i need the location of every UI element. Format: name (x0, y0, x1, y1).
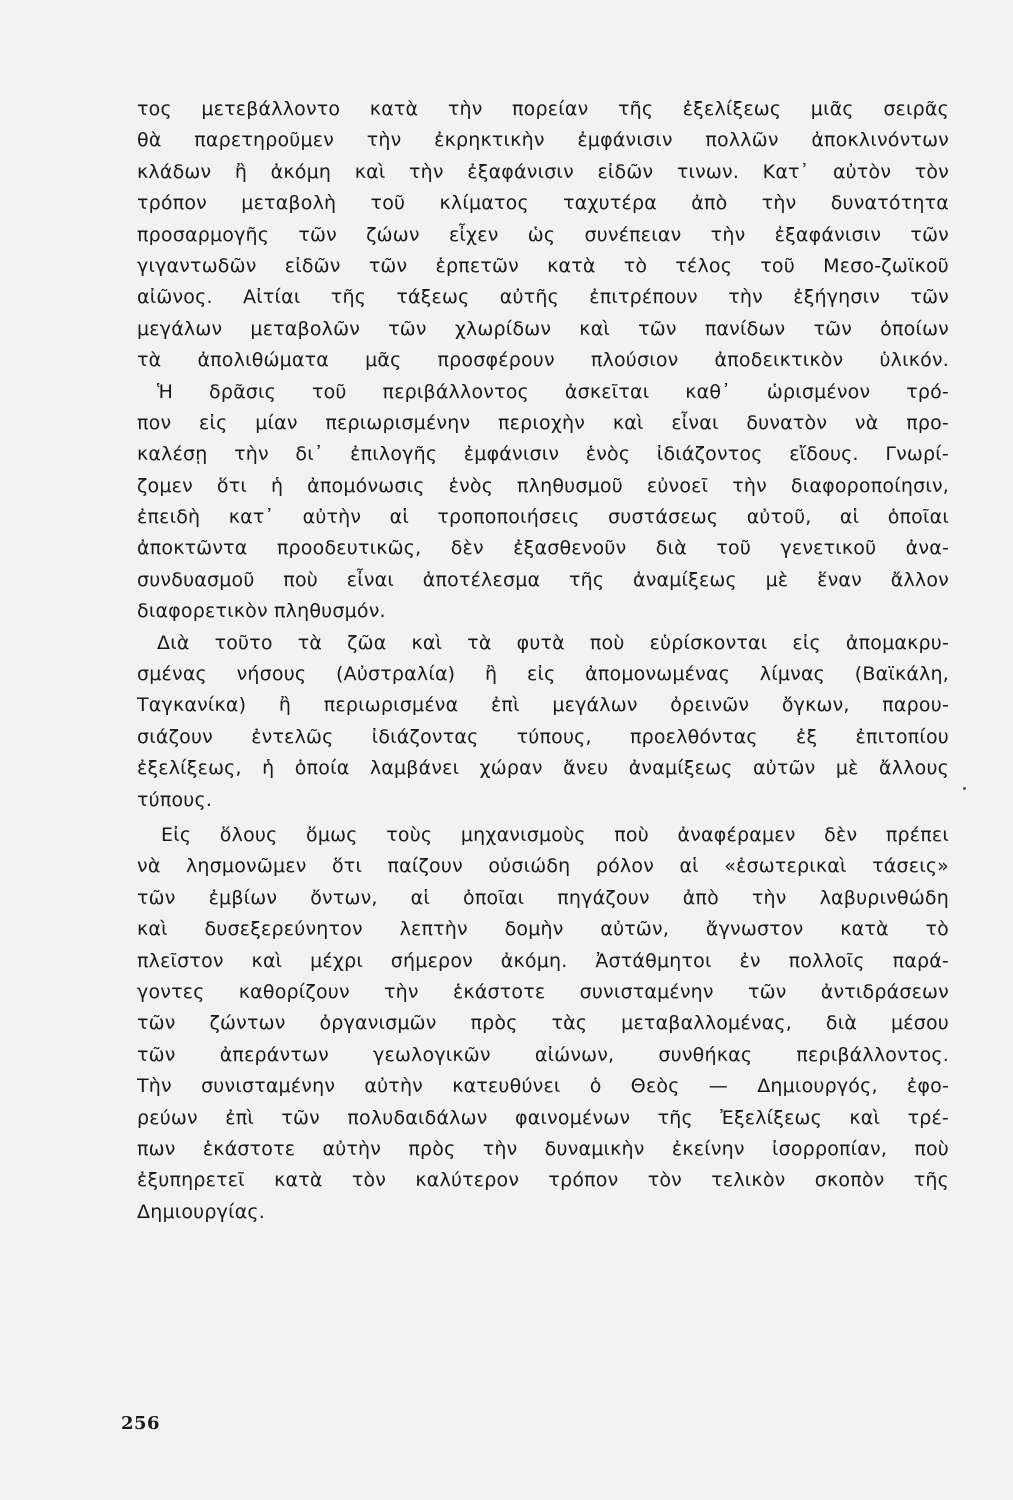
body-text (137, 94, 949, 1228)
text-line: ζομεν ὅτι ἡ ἀπομόνωσις ἑνὸς πληθυσμοῦ εὐνοεῖ τὴν διαφοροποίησιν, (137, 474, 949, 497)
text-line: πον εἰς μίαν περιωρισμένην περιοχὴν καὶ εἶναι δυνατὸν νὰ προ- (137, 411, 949, 434)
text-line: σιάζουν ἐντελῶς ἰδιάζοντας τύπους, προελθόντας ἐξ ἐπιτοπίου (137, 725, 949, 748)
text-line: πων ἑκάστοτε αὐτὴν πρὸς τὴν δυναμικὴν ἐκείνην ἰσορροπίαν, ποὺ (137, 1137, 949, 1160)
text-line: προσαρμογῆς τῶν ζώων εἶχεν ὡς συνέπειαν τὴν ἐξαφάνισιν τῶν (137, 223, 949, 246)
text-line: τύπους. (137, 788, 213, 811)
text-line: γοντες καθορίζουν τὴν ἑκάστοτε συνισταμένην τῶν ἀντιδράσεων (137, 980, 949, 1003)
text-line: ἐπειδὴ κατ᾽ αὐτὴν αἱ τροποποιήσεις συστάσεως αὐτοῦ, αἱ ὁποῖαι (137, 506, 949, 529)
text-line: διαφορετικὸν πληθυσμόν. (137, 600, 386, 623)
text-line: ἐξυπηρετεῖ κατὰ τὸν καλύτερον τρόπον τὸν τελικὸν σκοπὸν τῆς (137, 1169, 949, 1192)
text-line: καὶ δυσεξερεύνητον λεπτὴν δομὴν αὐτῶν, ἄγνωστον κατὰ τὸ (137, 918, 949, 941)
text-line: μεγάλων μεταβολῶν τῶν χλωρίδων καὶ τῶν πανίδων τῶν ὁποίων (137, 317, 949, 340)
text-line: τρόπον μεταβολὴ τοῦ κλίματος ταχυτέρα ἀπὸ τὴν δυνατότητα (137, 192, 949, 215)
text-line: Διὰ τοῦτο τὰ ζῶα καὶ τὰ φυτὰ ποὺ εὑρίσκονται εἰς ἀπομακρυ- (157, 631, 949, 654)
text-line: Δημιουργίας. (137, 1200, 266, 1223)
text-line: νὰ λησμονῶμεν ὅτι παίζουν οὐσιώδη ρόλον αἱ «ἐσωτερικαὶ τάσεις» (137, 855, 949, 878)
text-line: θὰ παρετηροῦμεν τὴν ἐκρηκτικὴν ἐμφάνισιν πολλῶν ἀποκλινόντων (137, 129, 949, 152)
margin-mark (963, 787, 966, 790)
text-line: γιγαντωδῶν εἰδῶν τῶν ἑρπετῶν κατὰ τὸ τέλος τοῦ Μεσο-ζωϊκοῦ (137, 254, 949, 277)
text-line: Ἡ δρᾶσις τοῦ περιβάλλοντος ἀσκεῖται καθ᾽ ὡρισμένον τρό- (157, 380, 949, 403)
text-line: Ταγκανίκα) ἢ περιωρισμένα ἐπὶ μεγάλων ὀρεινῶν ὄγκων, παρου- (137, 694, 949, 717)
text-line: συνδυασμοῦ ποὺ εἶναι ἀποτέλεσμα τῆς ἀναμίξεως μὲ ἕναν ἄλλον (137, 568, 949, 591)
text-line: τῶν ἐμβίων ὄντων, αἱ ὁποῖαι πηγάζουν ἀπὸ τὴν λαβυρινθώδη (137, 886, 949, 909)
text-line: τῶν ζώντων ὀργανισμῶν πρὸς τὰς μεταβαλλομένας, διὰ μέσου (137, 1012, 949, 1035)
text-line: καλέσῃ τὴν δι᾽ ἐπιλογῆς ἐμφάνισιν ἑνὸς ἰδιάζοντος εἴδους. Γνωρί- (137, 443, 949, 466)
text-line: αἰῶνος. Αἰτίαι τῆς τάξεως αὐτῆς ἐπιτρέπουν τὴν ἐξήγησιν τῶν (137, 286, 949, 309)
text-line: κλάδων ἢ ἀκόμη καὶ τὴν ἐξαφάνισιν εἰδῶν τινων. Κατ᾽ αὐτὸν τὸν (137, 160, 949, 183)
text-line: πλεῖστον καὶ μέχρι σήμερον ἀκόμη. Ἀστάθμητοι ἐν πολλοῖς παρά- (137, 949, 949, 972)
text-line: ἀποκτῶντα προοδευτικῶς, δὲν ἐξασθενοῦν διὰ τοῦ γενετικοῦ ἀνα- (137, 537, 949, 560)
text-line: τῶν ἀπεράντων γεωλογικῶν αἰώνων, συνθήκας περιβάλλοντος. (137, 1043, 949, 1066)
text-line: Εἰς ὅλους ὅμως τοὺς μηχανισμοὺς ποὺ ἀναφέραμεν δὲν πρέπει (161, 823, 949, 846)
text-line: σμένας νήσους (Αὐστραλία) ἢ εἰς ἀπομονωμένας λίμνας (Βαϊκάλη, (137, 663, 949, 686)
text-line: τος μετεβάλλοντο κατὰ τὴν πορείαν τῆς ἐξελίξεως μιᾶς σειρᾶς (137, 98, 949, 120)
text-line: ρεύων ἐπὶ τῶν πολυδαιδάλων φαινομένων τῆς Ἐξελίξεως καὶ τρέ- (137, 1106, 949, 1129)
text-line: ἐξελίξεως, ἡ ὁποία λαμβάνει χώραν ἄνευ ἀναμίξεως αὐτῶν μὲ ἄλλους (137, 757, 949, 780)
page-number: 256 (121, 1413, 161, 1434)
text-line: Τὴν συνισταμένην αὐτὴν κατευθύνει ὁ Θεὸς — Δημιουργός, ἐφο- (137, 1075, 949, 1098)
text-line: τὰ ἀπολιθώματα μᾶς προσφέρουν πλούσιον ἀποδεικτικὸν ὑλικόν. (137, 349, 949, 372)
